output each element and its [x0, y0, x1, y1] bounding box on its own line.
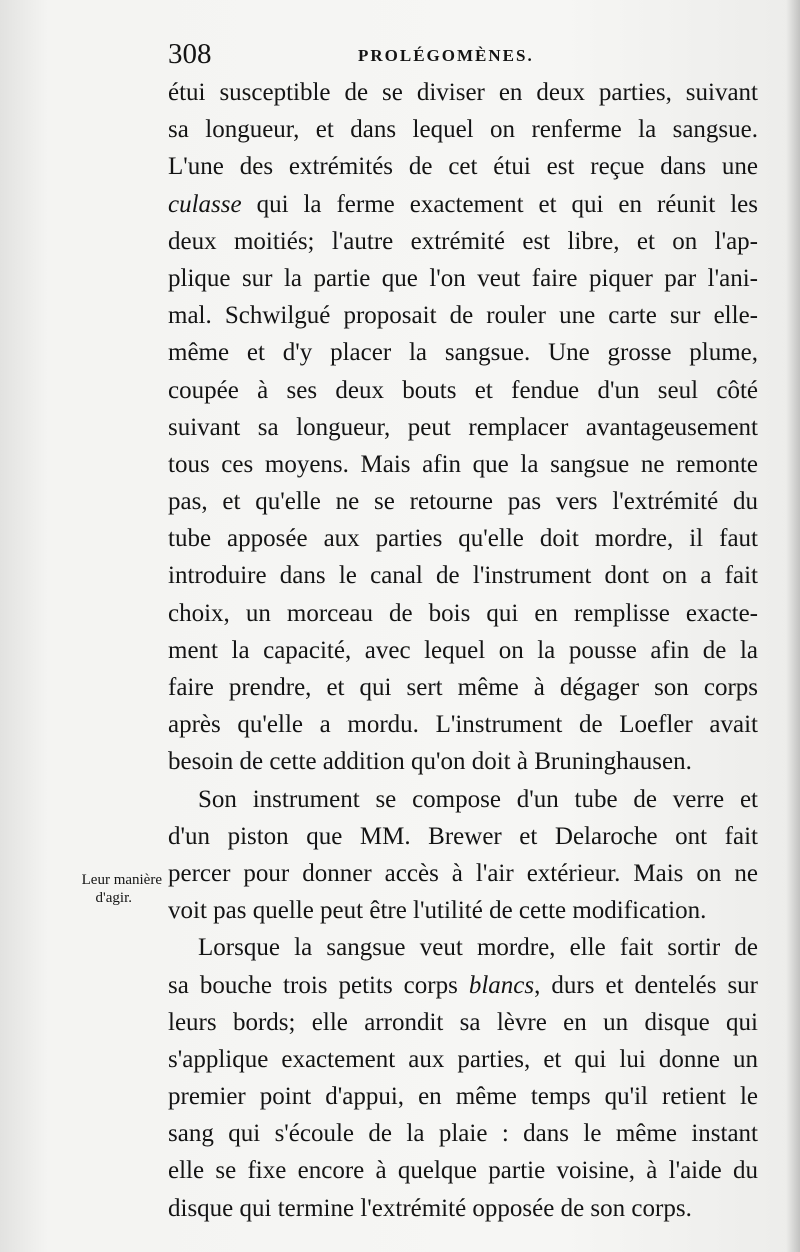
- text-line: Lorsque la sangsue veut mordre, elle fait sortir de: [198, 934, 758, 962]
- text-line: ment la capacité, avec lequel on la pousse afin de la: [168, 636, 758, 664]
- text-line: disque qui termine l'extrémité opposée de son corps.: [168, 1194, 692, 1222]
- running-head: PROLÉGOMÈNES.: [358, 46, 534, 65]
- text-line: choix, un morceau de bois qui en remplisse exacte-: [168, 599, 758, 627]
- text-line: culasse qui la ferme exactement et qui en réunit les: [168, 190, 758, 218]
- marginal-note: [58, 871, 168, 907]
- text-line: mal. Schwilgué proposait de rouler une carte sur elle-: [168, 302, 758, 330]
- text-line: leurs bords; elle arrondit sa lèvre en un disque qui: [168, 1008, 758, 1036]
- text-line: après qu'elle a mordu. L'instrument de Loefler avait: [168, 711, 758, 739]
- text-line: elle se fixe encore à quelque partie voisine, à l'aide du: [168, 1157, 758, 1185]
- text-line: suivant sa longueur, peut remplacer avantageusement: [168, 413, 758, 441]
- text-line: percer pour donner accès à l'air extérieur. Mais on ne: [168, 859, 758, 887]
- text-line: sang qui s'écoule de la plaie : dans le même instant: [168, 1120, 758, 1148]
- text-line: coupée à ses deux bouts et fendue d'un seul côté: [168, 376, 758, 404]
- text-line: étui susceptible de se diviser en deux parties, suivant: [168, 79, 758, 106]
- text-line: L'une des extrémités de cet étui est reçue dans une: [168, 153, 758, 181]
- body-text: [168, 74, 758, 1227]
- text-line: Son instrument se compose d'un tube de verre et: [198, 785, 758, 813]
- text-line: voit pas quelle peut être l'utilité de cette modification.: [168, 897, 707, 925]
- marginal-note-line: d'agir.: [95, 890, 132, 906]
- text-line: premier point d'appui, en même temps qu'il retient le: [168, 1083, 758, 1111]
- text-line: plique sur la partie que l'on veut faire piquer par l'ani-: [168, 264, 758, 292]
- page-number: 308: [168, 38, 212, 70]
- text-line: pas, et qu'elle ne se retourne pas vers l'extrémité du: [168, 488, 758, 516]
- text-line: tube apposée aux parties qu'elle doit mordre, il faut: [168, 525, 758, 553]
- text-line: besoin de cette addition qu'on doit à Bruninghausen.: [168, 748, 692, 776]
- text-line: même et d'y placer la sangsue. Une grosse plume,: [168, 339, 758, 367]
- binding-shadow: [786, 0, 800, 1252]
- italic-word: culasse: [168, 190, 242, 218]
- text-line: sa bouche trois petits corps blancs, durs et dentelés sur: [168, 971, 759, 999]
- text-line: sa longueur, et dans lequel on renferme la sangsue.: [168, 116, 758, 144]
- text-line: s'applique exactement aux parties, et qui lui donne un: [168, 1045, 758, 1073]
- text-line: introduire dans le canal de l'instrument dont on a fait: [168, 562, 758, 590]
- marginal-note-line: Leur manière: [81, 872, 162, 888]
- italic-word: blancs: [468, 971, 535, 999]
- page-header: [168, 38, 758, 78]
- text-line: faire prendre, et qui sert même à dégager son corps: [168, 674, 758, 701]
- text-line: d'un piston que MM. Brewer et Delaroche ont fait: [168, 822, 758, 850]
- text-line: deux moitiés; l'autre extrémité est libre, et on l'ap-: [168, 227, 758, 255]
- text-line: tous ces moyens. Mais afin que la sangsue ne remonte: [168, 450, 758, 478]
